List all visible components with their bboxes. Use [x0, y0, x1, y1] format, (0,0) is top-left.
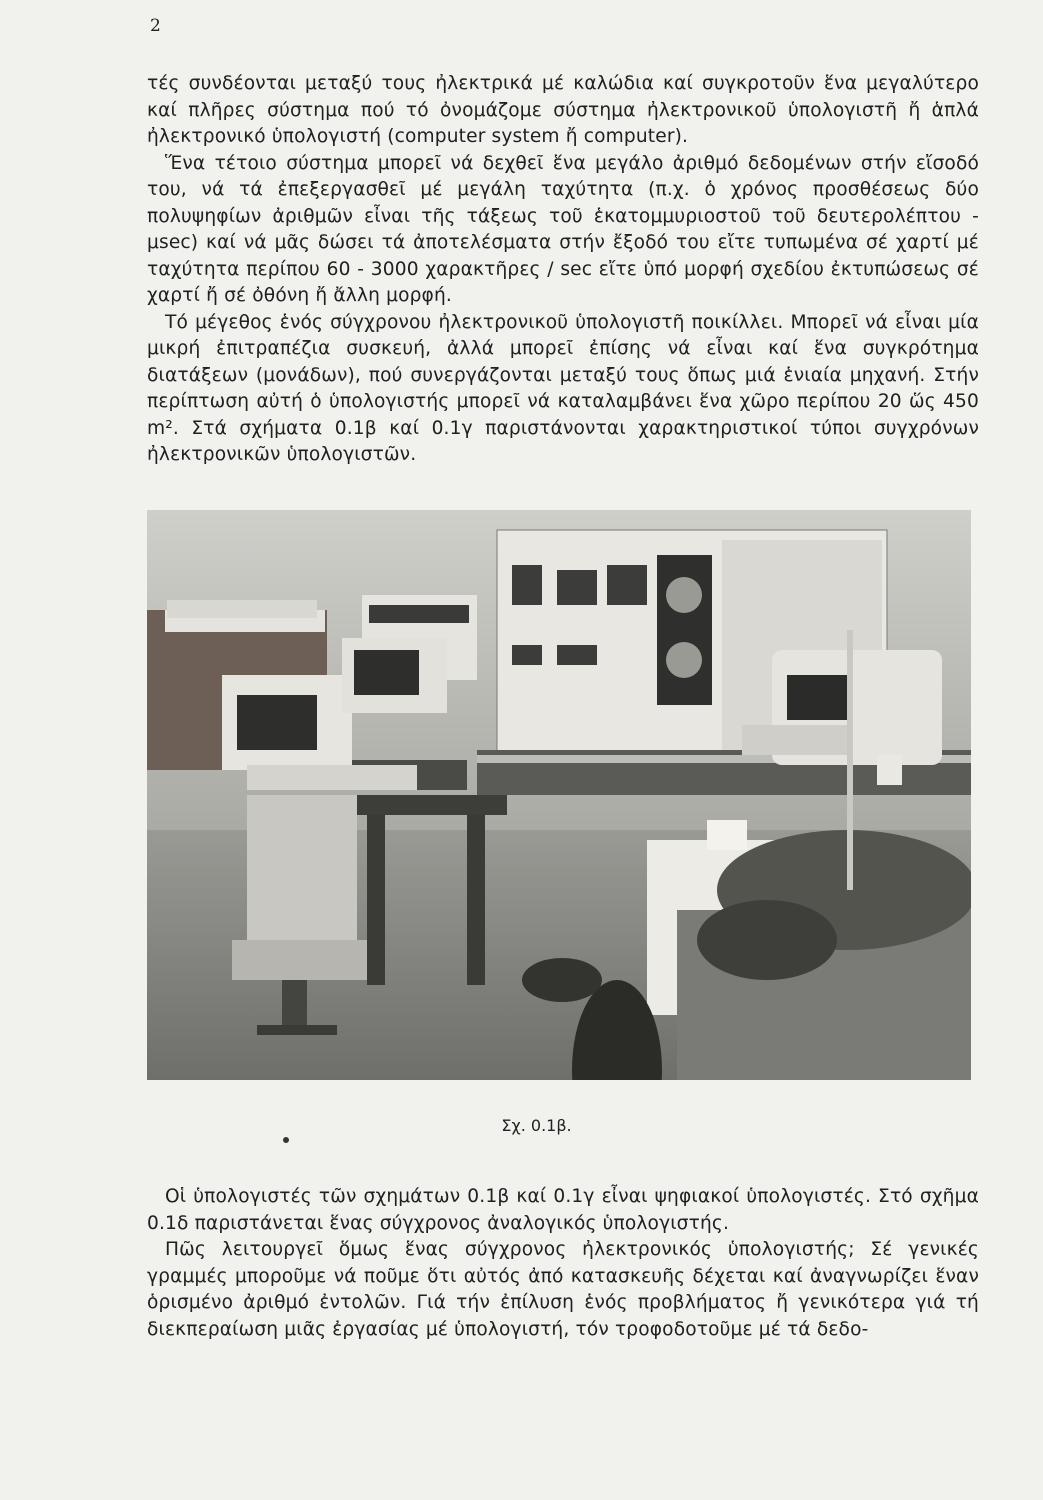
paragraph: Πῶς λειτουργεῖ ὅμως ἕνας σύγχρονος ἠλεκτρονικός ὑπολογιστής; Σέ γενικές γραμμές μποροῦμε νά ποῦμε ὅτι αὐτός ἀπό κατασκευῆς δέχεται καί ἀναγνωρίζει ἕναν ὁρισμένο ἀριθμό ἐντολῶν. Γιά τήν ἐπίλυση ἑνός προβλήματος ἤ γενικότερα γιά τή διεκπεραίωση μιᾶς ἐργασίας μέ ὑπολογιστή, τόν τροφοδοτοῦμε μέ τά δεδο-	[147, 1239, 979, 1340]
paragraph: Τό μέγεθος ἑνός σύγχρονου ἠλεκτρονικοῦ ὑπολογιστῆ ποικίλλει. Μπορεῖ νά εἶναι μία μικρή ἐπιτραπέζια συσκευή, ἀλλά μπορεῖ ἐπίσης νά εἶναι καί ἕνα συγκρότημα διατάξεων (μονάδων), πού συνεργάζονται μεταξύ τους ὅπως μιά ἑνιαία μηχανή. Στήν περίπτωση αὐτή ὁ ὑπολογιστής μπορεῖ νά καταλαμβάνει ἕνα χῶρο περίπου 20 ὥς 450 m². Στά σχήματα 0.1β καί 0.1γ παριστάνονται χαρακτηριστικοί τύποι συγχρόνων ἠλεκτρονικῶν ὑπολογιστῶν.	[147, 311, 979, 465]
paragraph: Οἱ ὑπολογιστές τῶν σχημάτων 0.1β καί 0.1γ εἶναι ψηφιακοί ὑπολογιστές. Στό σχῆμα 0.1δ παριστάνεται ἕνας σύγχρονος ἀναλογικός ὑπολογιστής.	[147, 1186, 979, 1234]
paragraph: τές συνδέονται μεταξύ τους ἠλεκτρικά μέ καλώδια καί συγκροτοῦν ἕνα μεγαλύτερο καί πλῆρες σύστημα πού τό ὀνομάζομε σύστημα ἠλεκτρονικοῦ ὑπολογιστῆ ἤ ἁπλά ἠλεκτρονικό ὑπολογιστή (computer system ἤ computer).	[147, 73, 979, 147]
text-block-bottom	[147, 1184, 979, 1343]
computer-room-photo	[147, 510, 971, 1080]
text-block-top	[147, 71, 979, 469]
caption-text: Σχ. 0.1β.	[501, 1116, 572, 1135]
page-number: 2	[150, 16, 161, 36]
figure-caption	[0, 1116, 1043, 1135]
bullet-mark	[283, 1137, 289, 1143]
paragraph: Ἕνα τέτοιο σύστημα μπορεῖ νά δεχθεῖ ἕνα μεγάλο ἀριθμό δεδομένων στήν εἴσοδό του, νά τά ἐπεξεργασθεῖ μέ μεγάλη ταχύτητα (π.χ. ὁ χρόνος προσθέσεως δύο πολυψηφίων ἀριθμῶν εἶναι τῆς τάξεως τοῦ ἑκατομμυριοστοῦ τοῦ δευτερολέπτου - μsec) καί νά μᾶς δώσει τά ἀποτελέσματα στήν ἔξοδό του εἴτε τυπωμένα σέ χαρτί μέ ταχύτητα περίπου 60 - 3000 χαρακτῆρες / sec εἴτε ὑπό μορφή σχεδίου ἐκτυπώσεως σέ χαρτί ἤ σέ ὀθόνη ἤ ἄλλη μορφή.	[147, 152, 979, 306]
